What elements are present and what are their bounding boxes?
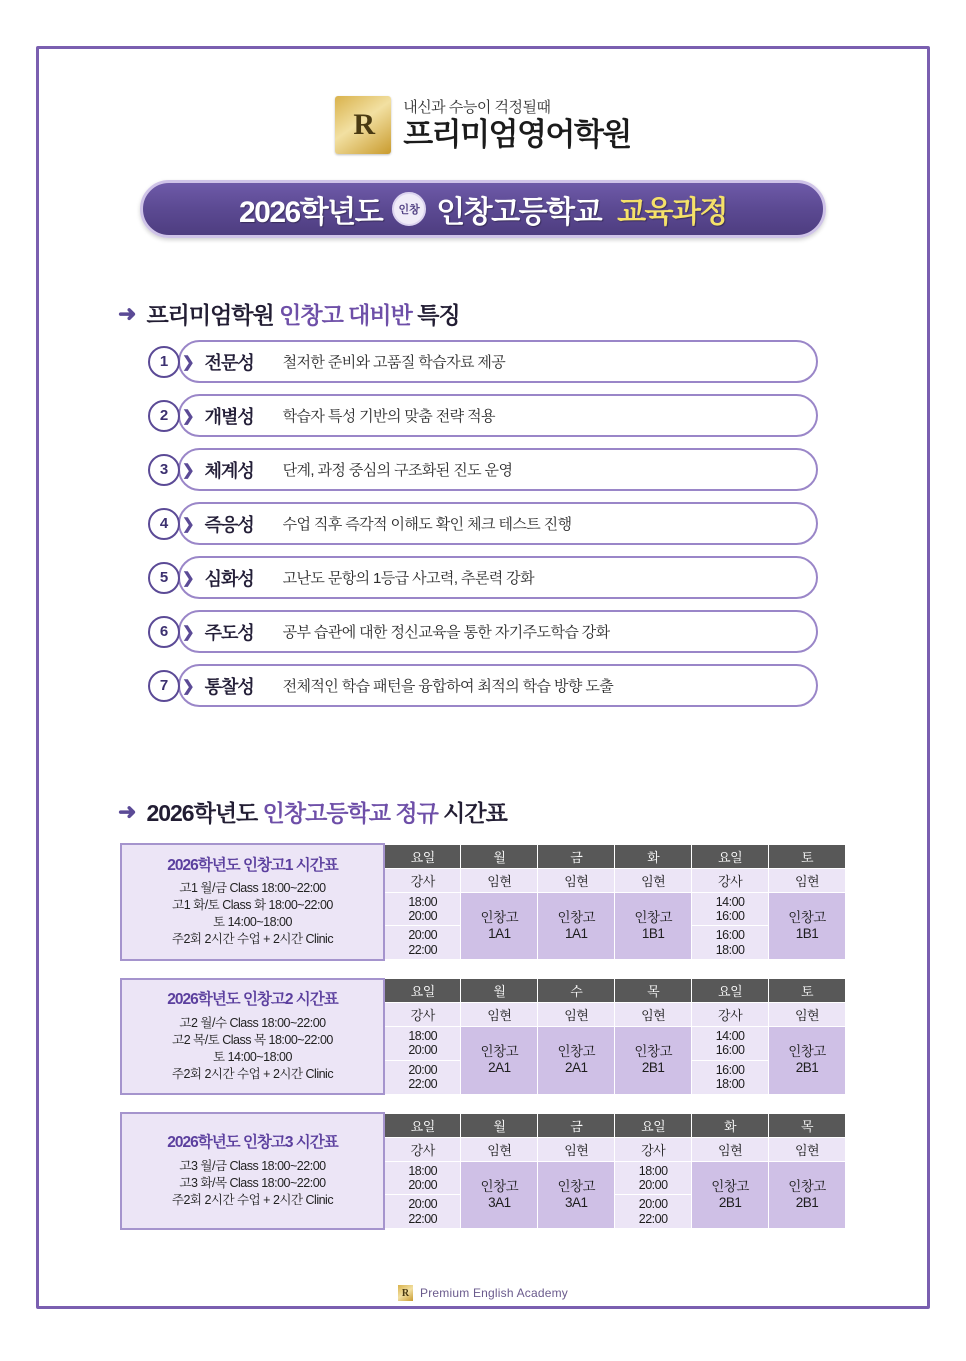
timetable-grade1 bbox=[120, 843, 846, 961]
time-end: 18:00 bbox=[715, 1077, 745, 1092]
feature-description: 학습자 특성 기반의 맞춤 전략 적용 bbox=[282, 408, 495, 425]
time-end: 20:00 bbox=[408, 1043, 438, 1058]
timetable-teacher: 임현 bbox=[692, 1137, 769, 1161]
time-start: 20:00 bbox=[408, 928, 438, 943]
logo-monogram: R bbox=[353, 108, 374, 141]
chevron-right-icon: ❯ bbox=[182, 407, 195, 425]
timetable-info-line: 주2회 2시간 수업 + 2시간 Clinic bbox=[171, 1066, 334, 1081]
class-name: 인창고 bbox=[711, 1178, 749, 1194]
feature-keyword: 체계성 bbox=[204, 460, 254, 481]
timetable-class-cell bbox=[692, 1161, 769, 1229]
class-code: 1B1 bbox=[795, 925, 819, 941]
timetable-class-cell bbox=[461, 1161, 538, 1229]
features-heading-highlight: 인창고 대비반 bbox=[279, 302, 412, 328]
timetable-info-line: 토 14:00~18:00 bbox=[213, 1049, 292, 1064]
feature-number: 4 bbox=[148, 508, 180, 540]
time-end: 16:00 bbox=[715, 1043, 745, 1058]
timetable-info bbox=[121, 1113, 384, 1229]
class-name: 인창고 bbox=[788, 1044, 826, 1060]
time-start: 14:00 bbox=[715, 894, 745, 909]
timetable-time-slot bbox=[692, 892, 769, 926]
chevron-right-icon: ❯ bbox=[182, 677, 195, 695]
timetable-header-cell: 토 bbox=[769, 844, 846, 868]
feature-description: 단계, 과정 중심의 구조화된 진도 운영 bbox=[282, 462, 513, 479]
class-name: 인창고 bbox=[788, 909, 826, 925]
footer-logo-monogram: R bbox=[401, 1287, 410, 1299]
timetable-header-cell: 요일 bbox=[384, 979, 461, 1003]
brand-header bbox=[0, 96, 966, 154]
feature-number: 1 bbox=[148, 346, 180, 378]
timetable-teacher-label: 강사 bbox=[692, 868, 769, 892]
class-name: 인창고 bbox=[788, 1178, 826, 1194]
class-code: 1A1 bbox=[565, 925, 588, 941]
feature-item bbox=[148, 502, 818, 545]
timetable-time-slot bbox=[384, 1060, 461, 1094]
time-start: 16:00 bbox=[715, 1062, 745, 1077]
time-start: 20:00 bbox=[408, 1197, 438, 1212]
timetable-time-slot bbox=[692, 926, 769, 960]
features-list bbox=[148, 340, 818, 718]
timetable-info-title: 2026학년도 인창고2 시간표 bbox=[167, 991, 338, 1009]
feature-description: 고난도 문항의 1등급 사고력, 추론력 강화 bbox=[282, 570, 534, 587]
timetable-header-cell: 요일 bbox=[384, 844, 461, 868]
chevron-right-icon: ❯ bbox=[182, 623, 195, 641]
feature-item bbox=[148, 448, 818, 491]
timetable-class-cell bbox=[769, 892, 846, 960]
timetable-class-cell bbox=[538, 892, 615, 960]
timetable-header-cell: 금 bbox=[538, 1113, 615, 1137]
time-start: 20:00 bbox=[408, 1062, 438, 1077]
class-code: 1B1 bbox=[641, 925, 665, 941]
timetable-time-slot bbox=[615, 1161, 692, 1195]
timetable-header-cell: 요일 bbox=[692, 844, 769, 868]
chevron-right-icon: ❯ bbox=[182, 569, 195, 587]
feature-description: 철저한 준비와 고품질 학습자료 제공 bbox=[282, 354, 506, 371]
feature-keyword: 주도성 bbox=[204, 622, 254, 643]
timetable-header-cell: 요일 bbox=[615, 1113, 692, 1137]
timetable-time-slot bbox=[692, 1060, 769, 1094]
chevron-right-icon: ❯ bbox=[182, 515, 195, 533]
feature-item bbox=[148, 610, 818, 653]
feature-item bbox=[148, 340, 818, 383]
feature-number: 6 bbox=[148, 616, 180, 648]
timetable-teacher: 임현 bbox=[538, 1003, 615, 1027]
class-code: 2A1 bbox=[565, 1060, 588, 1076]
timetable-info-line: 주2회 2시간 수업 + 2시간 Clinic bbox=[171, 932, 334, 947]
timetable-heading bbox=[118, 795, 507, 828]
time-end: 20:00 bbox=[638, 1177, 668, 1192]
feature-keyword: 통찰성 bbox=[204, 676, 254, 697]
timetable-teacher-label: 강사 bbox=[692, 1003, 769, 1027]
title-banner bbox=[140, 180, 826, 238]
timetable-grade3 bbox=[120, 1112, 846, 1230]
feature-item bbox=[148, 664, 818, 707]
footer-text: Premium English Academy bbox=[420, 1286, 568, 1300]
time-end: 16:00 bbox=[715, 908, 745, 923]
brand-name: 프리미엄영어학원 bbox=[403, 117, 631, 152]
timetable-time-slot bbox=[384, 1195, 461, 1229]
timetable-heading-suffix: 시간표 bbox=[437, 800, 507, 826]
timetable-header-cell: 월 bbox=[461, 844, 538, 868]
timetable-header-cell: 요일 bbox=[384, 1113, 461, 1137]
timetable-teacher-label: 강사 bbox=[384, 868, 461, 892]
timetable-header-cell: 월 bbox=[461, 1113, 538, 1137]
brand-tagline: 내신과 수능이 걱정될때 bbox=[403, 99, 551, 116]
class-code: 2B1 bbox=[641, 1060, 665, 1076]
timetable-info-line: 주2회 2시간 수업 + 2시간 Clinic bbox=[171, 1192, 334, 1207]
feature-item bbox=[148, 556, 818, 599]
time-start: 16:00 bbox=[715, 928, 745, 943]
class-code: 2B1 bbox=[718, 1194, 742, 1210]
timetable-teacher: 임현 bbox=[615, 1003, 692, 1027]
timetable-teacher: 임현 bbox=[615, 868, 692, 892]
class-code: 2B1 bbox=[795, 1194, 819, 1210]
features-heading-suffix: 특징 bbox=[411, 302, 460, 328]
time-start: 18:00 bbox=[638, 1163, 668, 1178]
timetable-teacher: 임현 bbox=[461, 1137, 538, 1161]
feature-description: 공부 습관에 대한 정신교육을 통한 자기주도학습 강화 bbox=[282, 624, 610, 641]
timetable-class-cell bbox=[461, 1027, 538, 1095]
features-heading bbox=[118, 297, 460, 330]
brand-text bbox=[403, 100, 631, 150]
feature-keyword: 전문성 bbox=[204, 352, 254, 373]
timetable-header-cell: 목 bbox=[769, 1113, 846, 1137]
timetable-header-cell: 목 bbox=[615, 979, 692, 1003]
class-name: 인창고 bbox=[480, 1044, 519, 1060]
timetable-time-slot bbox=[384, 1161, 461, 1195]
feature-description: 전체적인 학습 패턴을 융합하여 최적의 학습 방향 도출 bbox=[282, 678, 614, 695]
timetable-header-cell: 화 bbox=[692, 1113, 769, 1137]
class-name: 인창고 bbox=[480, 909, 519, 925]
banner-course: 교육과정 bbox=[617, 196, 727, 229]
timetable-class-cell bbox=[769, 1027, 846, 1095]
class-code: 3A1 bbox=[565, 1194, 588, 1210]
timetable-teacher-label: 강사 bbox=[384, 1137, 461, 1161]
timetable-info-line: 고2 월/수 Class 18:00~22:00 bbox=[179, 1015, 326, 1030]
timetable-heading-highlight: 인창고등학교 정규 bbox=[262, 800, 438, 826]
school-seal-icon bbox=[392, 192, 426, 226]
timetable-info-line: 토 14:00~18:00 bbox=[213, 915, 292, 930]
timetable-teacher: 임현 bbox=[538, 1137, 615, 1161]
timetable-class-cell bbox=[769, 1161, 846, 1229]
time-end: 22:00 bbox=[408, 942, 438, 957]
academy-logo-icon bbox=[335, 96, 391, 154]
class-code: 3A1 bbox=[488, 1194, 511, 1210]
time-start: 14:00 bbox=[715, 1029, 745, 1043]
features-heading-text bbox=[146, 297, 459, 330]
timetable-teacher: 임현 bbox=[769, 1137, 846, 1161]
time-start: 20:00 bbox=[638, 1197, 668, 1212]
time-end: 22:00 bbox=[408, 1211, 438, 1226]
timetable-time-slot bbox=[384, 892, 461, 926]
class-code: 1A1 bbox=[488, 925, 511, 941]
timetable-header-cell: 금 bbox=[538, 844, 615, 868]
time-end: 20:00 bbox=[408, 908, 438, 923]
time-end: 22:00 bbox=[408, 1077, 438, 1092]
footer bbox=[0, 1285, 966, 1301]
timetable-teacher: 임현 bbox=[769, 1003, 846, 1027]
timetable-class-cell bbox=[615, 1027, 692, 1095]
timetable-heading-prefix: 2026학년도 bbox=[146, 800, 263, 826]
school-seal-label: 인창 bbox=[398, 204, 420, 216]
timetable-teacher: 임현 bbox=[769, 868, 846, 892]
banner-year: 2026학년도 bbox=[239, 196, 383, 229]
feature-description: 수업 직후 즉각적 이해도 확인 체크 테스트 진행 bbox=[282, 516, 572, 533]
feature-keyword: 심화성 bbox=[204, 568, 254, 589]
timetable-class-cell bbox=[538, 1027, 615, 1095]
banner-school: 인창고등학교 bbox=[436, 196, 602, 229]
feature-number: 5 bbox=[148, 562, 180, 594]
timetable-class-cell bbox=[538, 1161, 615, 1229]
timetable-header-cell: 토 bbox=[769, 979, 846, 1003]
feature-number: 3 bbox=[148, 454, 180, 486]
feature-keyword: 즉응성 bbox=[204, 514, 254, 535]
timetable-time-slot bbox=[384, 926, 461, 960]
time-end: 20:00 bbox=[408, 1177, 438, 1192]
time-start: 18:00 bbox=[408, 1029, 438, 1043]
timetable-info bbox=[121, 844, 384, 960]
timetable-header-cell: 월 bbox=[461, 979, 538, 1003]
class-name: 인창고 bbox=[557, 1044, 596, 1060]
time-end: 22:00 bbox=[638, 1211, 668, 1226]
timetable-class-cell bbox=[615, 892, 692, 960]
timetable-info-line: 고2 목/토 Class 목 18:00~22:00 bbox=[172, 1032, 333, 1047]
timetable-time-slot bbox=[615, 1195, 692, 1229]
timetable-teacher: 임현 bbox=[461, 1003, 538, 1027]
timetable-class-cell bbox=[461, 892, 538, 960]
chevron-right-icon: ❯ bbox=[182, 353, 195, 371]
feature-number: 7 bbox=[148, 670, 180, 702]
feature-item bbox=[148, 394, 818, 437]
time-end: 18:00 bbox=[715, 942, 745, 957]
timetable-info-line: 고3 월/금 Class 18:00~22:00 bbox=[179, 1158, 326, 1173]
timetable-header-cell: 요일 bbox=[692, 979, 769, 1003]
class-code: 2B1 bbox=[795, 1060, 819, 1076]
timetable-header-cell: 화 bbox=[615, 844, 692, 868]
timetables bbox=[120, 843, 846, 1247]
timetable-grade2 bbox=[120, 978, 846, 1096]
timetable-info-line: 고3 화/목 Class 18:00~22:00 bbox=[179, 1175, 326, 1190]
timetable-teacher-label: 강사 bbox=[615, 1137, 692, 1161]
class-name: 인창고 bbox=[634, 1044, 672, 1060]
class-name: 인창고 bbox=[557, 1178, 596, 1194]
timetable-info-title: 2026학년도 인창고1 시간표 bbox=[167, 856, 338, 874]
features-heading-prefix: 프리미엄학원 bbox=[146, 302, 280, 328]
timetable-info bbox=[121, 979, 384, 1095]
class-name: 인창고 bbox=[634, 909, 672, 925]
timetable-info-title: 2026학년도 인창고3 시간표 bbox=[167, 1133, 338, 1151]
time-start: 18:00 bbox=[408, 894, 438, 909]
class-name: 인창고 bbox=[557, 909, 596, 925]
feature-keyword: 개별성 bbox=[204, 406, 254, 427]
timetable-time-slot bbox=[384, 1027, 461, 1061]
time-start: 18:00 bbox=[408, 1163, 438, 1178]
timetable-time-slot bbox=[692, 1027, 769, 1061]
feature-number: 2 bbox=[148, 400, 180, 432]
timetable-info-line: 고1 화/토 Class 화 18:00~22:00 bbox=[172, 898, 333, 913]
arrow-right-icon: ➜ bbox=[118, 798, 137, 824]
arrow-right-icon: ➜ bbox=[118, 300, 137, 326]
chevron-right-icon: ❯ bbox=[182, 461, 195, 479]
class-code: 2A1 bbox=[488, 1060, 511, 1076]
timetable-heading-text bbox=[146, 795, 506, 828]
class-name: 인창고 bbox=[480, 1178, 519, 1194]
timetable-teacher-label: 강사 bbox=[384, 1003, 461, 1027]
timetable-teacher: 임현 bbox=[538, 868, 615, 892]
timetable-info-line: 고1 월/금 Class 18:00~22:00 bbox=[179, 881, 326, 896]
timetable-header-cell: 수 bbox=[538, 979, 615, 1003]
footer-logo-icon bbox=[398, 1285, 413, 1301]
timetable-teacher: 임현 bbox=[461, 868, 538, 892]
